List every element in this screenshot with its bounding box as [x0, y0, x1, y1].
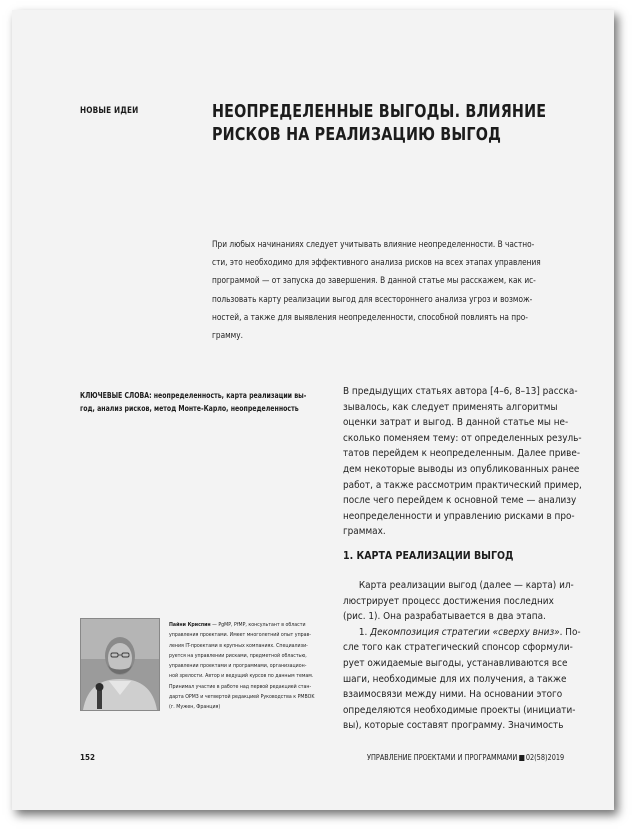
journal-name: УПРАВЛЕНИЕ ПРОЕКТАМИ И ПРОГРАММАМИ [367, 753, 518, 762]
body-line: работ, а также рассмотрим практический пример, [343, 479, 582, 491]
bio-line [169, 620, 337, 630]
bio-first-line: — PgMP, PfMP, консультант в области [210, 622, 306, 628]
journal-footer [367, 753, 564, 762]
body-line: определяются необходимые проекты (инициати- [343, 704, 576, 716]
step-number: 1. [358, 626, 371, 638]
lead-line: сти, это необходимо для эффективного анализа рисков на всех этапах управления [212, 258, 541, 269]
lead-paragraph [212, 236, 543, 345]
body-line: дем некоторые выводы из опубликованных ранее [343, 463, 580, 475]
section-body [343, 578, 598, 734]
body-line [343, 625, 598, 641]
title-line: НЕОПРЕДЕЛЕННЫЕ ВЫГОДЫ. ВЛИЯНИЕ [212, 102, 547, 122]
body-line: неопределенности и управлению рисками в про- [343, 510, 575, 522]
lead-line: грамму. [212, 331, 243, 342]
body-line: взаимосвязи между ними. На основании этого [343, 689, 563, 701]
author-bio [169, 620, 337, 713]
keywords-line: год, анализ рисков, метод Монте-Карло, неопределенность [80, 403, 299, 413]
body-line: (рис. 1). Она разрабатывается в два этапа. [343, 611, 546, 623]
bio-line: управлении проектами и программами, организацион- [169, 663, 307, 670]
title-line: РИСКОВ НА РЕАЛИЗАЦИЮ ВЫГОД [212, 125, 502, 145]
body-line: люстрирует процесс достижения последних [343, 595, 554, 607]
intro-paragraph [343, 384, 598, 540]
body-line: Карта реализации выгод (далее — карта) ил- [358, 580, 574, 591]
step-suffix: . По- [559, 626, 581, 638]
bio-line: дарта OPM3 и четвертой редакцией Руководства к PMBOK [169, 694, 315, 701]
bio-line: (г. Мужен, Франция) [169, 704, 221, 711]
body-line: зывалось, как следует применять алгоритмы [343, 401, 558, 413]
author-name: Пайни Криспин [169, 622, 211, 628]
page-number: 152 [80, 753, 96, 762]
body-line: оценки затрат и выгод. В данной статье мы не- [343, 417, 569, 429]
keywords-line: КЛЮЧЕВЫЕ СЛОВА: неопределенность, карта реализации вы- [80, 391, 307, 400]
body-line: вы), которые составят программу. Значимость [343, 720, 564, 732]
bio-line: ной зрелости. Автор и ведущий курсов по данным темам. [169, 673, 314, 680]
square-separator-icon [519, 755, 524, 761]
body-line: шаги, необходимые для их получения, а также [343, 673, 567, 685]
lead-line: При любых начинаниях следует учитывать влияние неопределенности. В частно- [212, 240, 535, 250]
section-tag: НОВЫЕ ИДЕИ [80, 106, 139, 116]
body-line: В предыдущих статьях автора [4–6, 8–13] расска- [343, 386, 578, 397]
lead-line: программой — от запуска до завершения. В данной статье мы расскажем, как ис- [212, 276, 536, 287]
body-line: сколько поменяем тему: от определенных резуль- [343, 432, 582, 444]
keywords [80, 390, 326, 415]
lead-line: пользовать карту реализации выгод для всестороннего анализа угроз и возмож- [212, 294, 533, 305]
article-title [212, 101, 547, 147]
body-line: сле того как стратегический спонсор сформули- [343, 642, 573, 654]
body-line: граммах. [343, 526, 386, 538]
bio-line: ления IT-проектами в крупных компаниях. Специализи- [169, 642, 308, 649]
step-title: Декомпозиция стратегии «сверху вниз» [370, 626, 560, 638]
lead-line: ностей, а также для выявления неопределенности, способной повлиять на про- [212, 312, 528, 323]
journal-issue: 02(58)2019 [525, 753, 565, 762]
author-portrait-image [81, 619, 159, 710]
body-line: рует ожидаемые выгоды, устанавливаются все [343, 657, 568, 669]
body-line: татов перейдем к неопределенным. Далее приве- [343, 448, 581, 460]
bio-line: управления проектами. Имеет многолетний опыт управ- [169, 632, 311, 639]
author-photo [80, 618, 160, 711]
body-line: после чего перейдем к основной теме — анализу [343, 495, 577, 507]
section-heading: 1. КАРТА РЕАЛИЗАЦИИ ВЫГОД [343, 549, 514, 562]
bio-line: руется на управлении рисками, предметной областью, [169, 652, 307, 659]
bio-line: Принимал участие в работе над первой редакцией стан- [169, 683, 312, 690]
page-sheet [12, 10, 614, 810]
